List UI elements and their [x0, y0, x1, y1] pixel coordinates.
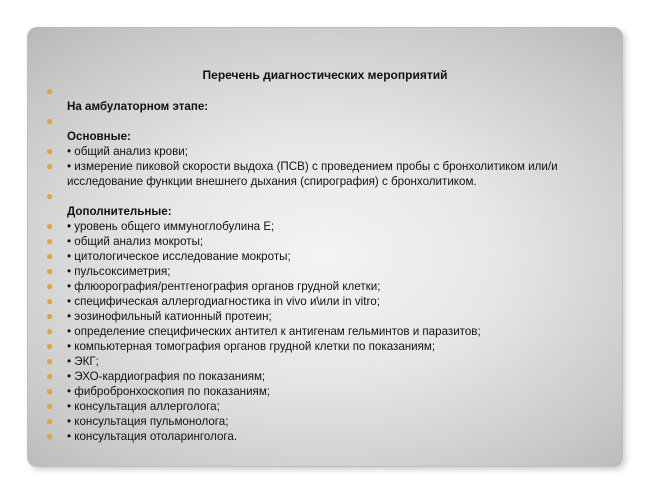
list-item: ● • консультация отоларинголога.: [46, 429, 238, 443]
list-heading: На амбулаторном этапе:: [67, 100, 209, 113]
list-item: ● • консультация аллерголога;: [46, 399, 220, 413]
list-item: ● • флюорография/рентгенография органов грудной клетки;: [46, 279, 381, 293]
list-item: ● • уровень общего иммуноглобулина Е;: [46, 219, 275, 233]
slide-title: Перечень диагностических мероприятий: [202, 68, 448, 82]
bullet-icon: ●: [46, 249, 54, 263]
bullet-icon: ●: [46, 384, 54, 398]
bullet-icon: ●: [46, 429, 54, 443]
bullet-icon: ●: [46, 324, 54, 338]
slide: [27, 27, 623, 467]
bullet-icon: ●: [46, 84, 54, 98]
list-item: ● • общий анализ мокроты;: [46, 234, 204, 248]
list-item: ● • компьютерная томография органов грудной клетки по показаниям;: [46, 339, 436, 353]
bullet-icon: ●: [46, 144, 54, 158]
bullet-icon: ●: [46, 369, 54, 383]
bullet-icon: ●: [46, 264, 54, 278]
list-item: [45, 189, 615, 204]
bullet-icon: ●: [46, 309, 54, 323]
bullet-icon: ●: [46, 159, 54, 173]
list-item: [45, 84, 615, 99]
bullet-icon: ●: [46, 234, 54, 248]
list-item: ● • определение специфических антител к антигенам гельминтов и паразитов;: [46, 324, 481, 338]
list-item: ● • эозинофильный катионный протеин;: [46, 309, 272, 323]
bullet-icon: ●: [46, 114, 54, 128]
bullet-icon: ●: [46, 399, 54, 413]
list-heading: Основные:: [67, 130, 131, 143]
bullet-icon: ●: [46, 414, 54, 428]
bullet-icon: ●: [46, 219, 54, 233]
bullet-icon: ●: [46, 279, 54, 293]
list-item: ● • фибробронхоскопия по показаниям;: [46, 384, 271, 398]
bullet-icon: ●: [46, 294, 54, 308]
list-item: ● • цитологическое исследование мокроты;: [46, 249, 291, 263]
list-item: ● • консультация пульмонолога;: [46, 414, 229, 428]
bullet-icon: ●: [46, 354, 54, 368]
list-item: [45, 114, 615, 129]
list-item: ● • ЭКГ;: [46, 354, 99, 368]
list-item: ● • общий анализ крови;: [46, 144, 188, 158]
list-item: ● • пульсоксиметрия;: [46, 264, 171, 278]
list-item: ● • ЭХО-кардиография по показаниям;: [46, 369, 266, 383]
list-item: ● • измерение пиковой скорости выдоха (ПСВ) с проведением пробы с бронхолитиком или/и исследование функции внешнего дыхания (спирография) с бронхолитиком.: [46, 159, 558, 188]
list-heading: Дополнительные:: [67, 205, 172, 218]
bullet-icon: ●: [46, 339, 54, 353]
list-item: ● • специфическая аллергодиагностика in vivo и\или in vitro;: [46, 294, 380, 308]
bullet-icon: ●: [46, 189, 54, 203]
bullet-list: [45, 84, 615, 444]
